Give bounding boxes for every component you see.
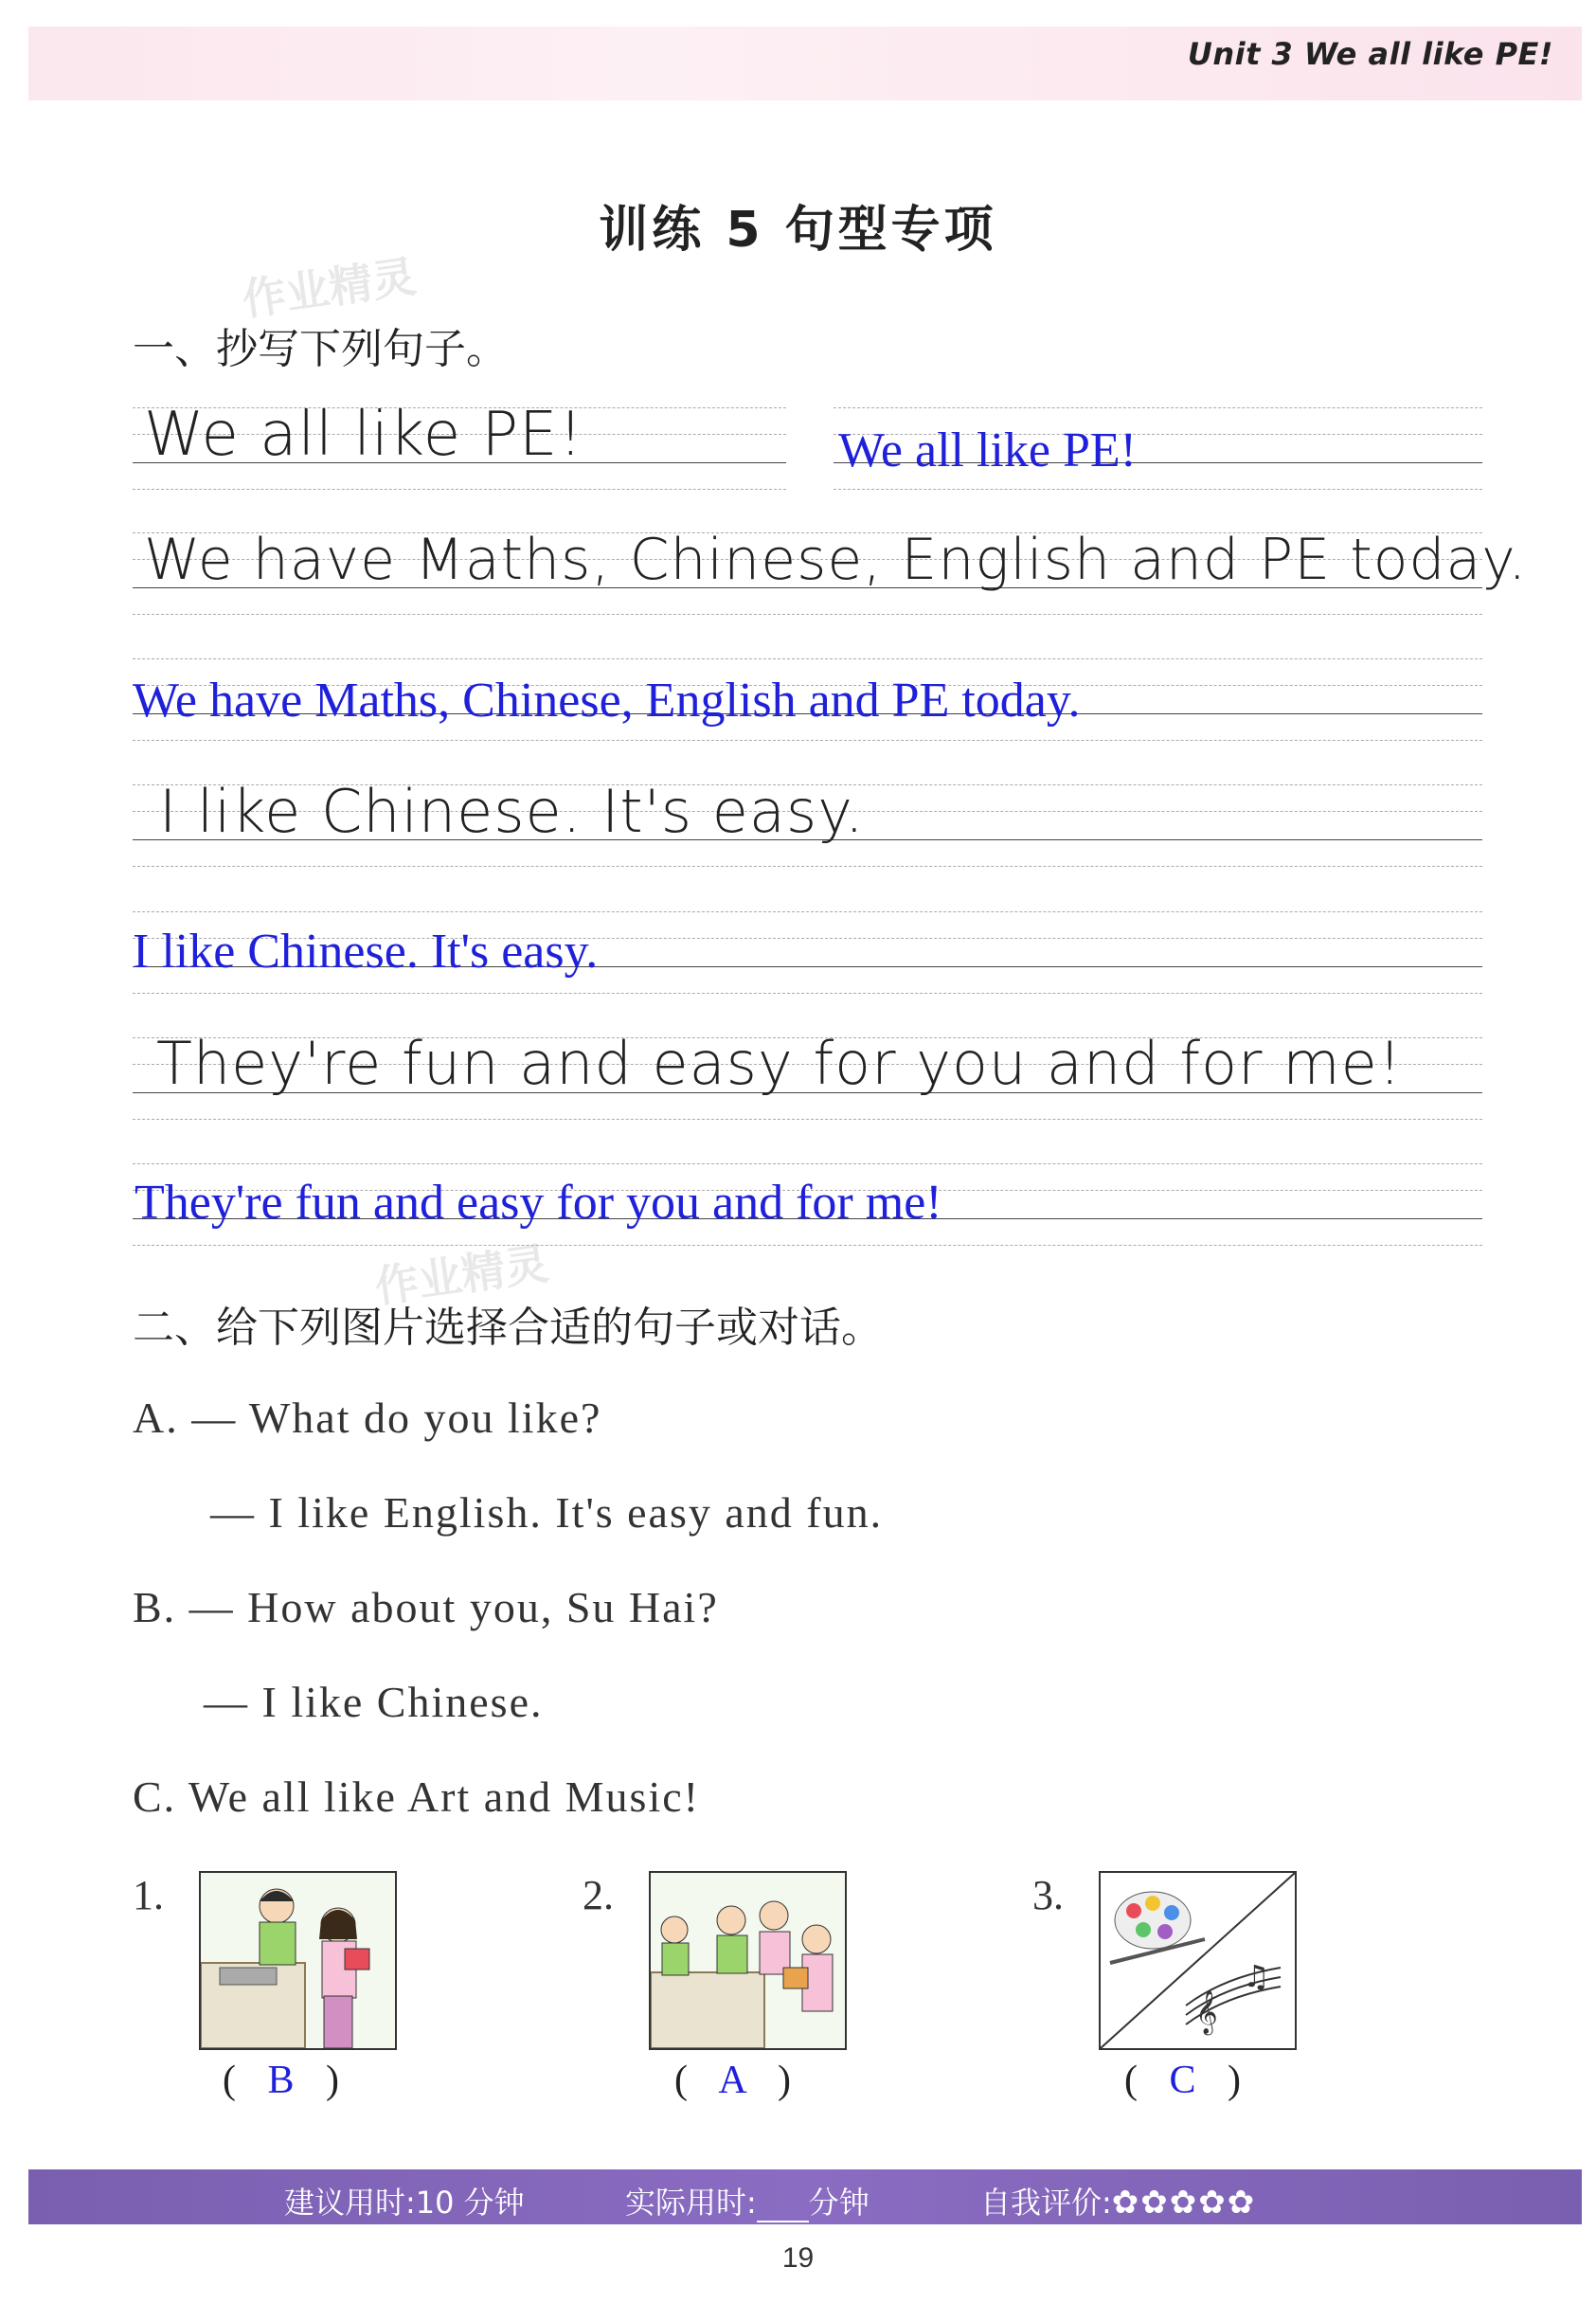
rating-flowers[interactable]: ✿✿✿✿✿ <box>1111 2184 1257 2222</box>
classroom-group-image <box>651 1873 845 2048</box>
answer-sentence: They're fun and easy for you and for me! <box>134 1176 942 1230</box>
actual-time-unit: 分钟 <box>808 2185 870 2221</box>
svg-text:♫: ♫ <box>1243 1958 1270 1994</box>
item-number: 1. <box>133 1872 164 1918</box>
section2-heading: 二、给下列图片选择合适的句子或对话。 <box>133 1304 883 1352</box>
answer-sentence: We all like PE! <box>838 423 1137 477</box>
self-evaluation <box>980 2179 1256 2222</box>
suggested-time: 建议用时:10 分钟 <box>284 2185 525 2221</box>
model-sentence: We all like PE! <box>144 400 584 470</box>
self-eval-label: 自我评价: <box>980 2185 1112 2221</box>
model-sentence: They're fun and easy for you and for me! <box>156 1029 1403 1098</box>
page-title: 训练 5 句型专项 <box>599 202 997 259</box>
answer-sentence: We have Maths, Chinese, English and PE today. <box>133 674 1081 728</box>
answer-letter: B <box>267 2059 295 2102</box>
picture-1 <box>199 1871 397 2050</box>
answer-bracket: ( A ) <box>674 2059 791 2102</box>
picture-3 <box>1099 1871 1297 2050</box>
option-a-question: A. — What do you like? <box>133 1394 602 1442</box>
watermark: 作业精灵 <box>371 1237 552 1313</box>
answer-sentence: I like Chinese. It's easy. <box>133 925 599 979</box>
model-sentence: We have Maths, Chinese, English and PE today. <box>144 527 1528 593</box>
model-sentence: I like Chinese. It's easy. <box>159 777 865 846</box>
answer-letter: C <box>1169 2059 1196 2102</box>
option-c: C. We all like Art and Music! <box>133 1772 700 1821</box>
watermark: 作业精灵 <box>239 250 420 326</box>
actual-time-label: 实际用时: <box>625 2185 757 2221</box>
actual-time-blank[interactable] <box>757 2194 809 2222</box>
option-b-question: B. — How about you, Su Hai? <box>133 1583 719 1631</box>
answer-bracket: ( C ) <box>1124 2059 1241 2102</box>
unit-title: Unit 3 We all like PE! <box>1187 36 1553 72</box>
answer-bracket: ( B ) <box>223 2059 339 2102</box>
svg-text:𝄞: 𝄞 <box>1195 1990 1218 2034</box>
picture-2 <box>649 1871 847 2050</box>
section1-heading: 一、抄写下列句子。 <box>133 325 508 373</box>
page-number: 19 <box>781 2242 815 2274</box>
classroom-two-kids-image <box>201 1873 395 2048</box>
option-a-answer: — I like English. It's easy and fun. <box>210 1488 884 1537</box>
option-b-answer: — I like Chinese. <box>204 1678 544 1726</box>
art-music-image <box>1101 1873 1295 2048</box>
item-number: 2. <box>583 1872 614 1918</box>
actual-time <box>625 2179 870 2222</box>
answer-letter: A <box>718 2059 747 2102</box>
item-number: 3. <box>1032 1872 1064 1918</box>
